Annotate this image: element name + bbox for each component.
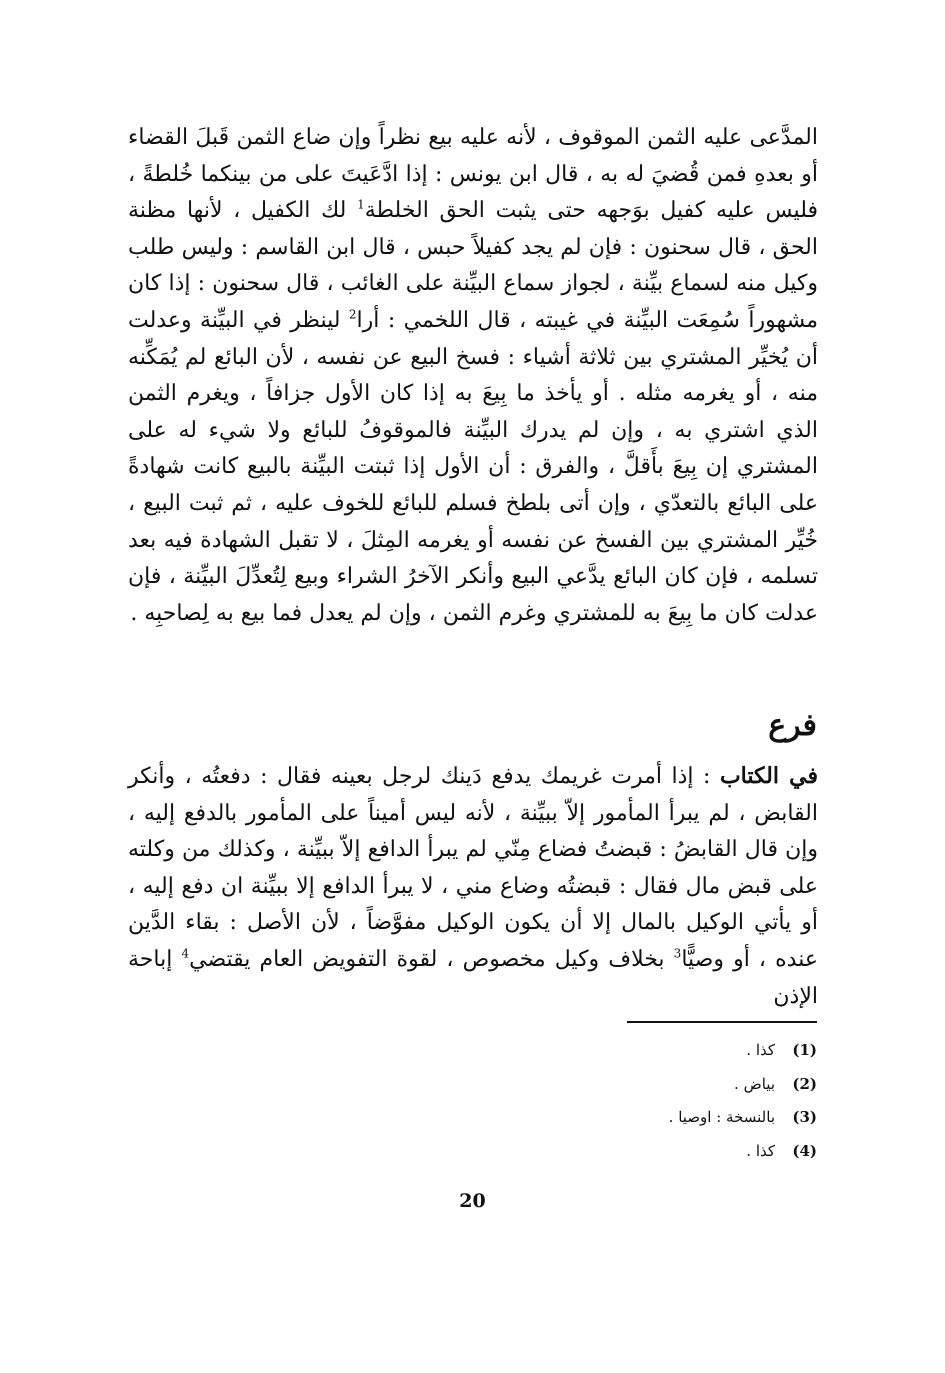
page-number: 20 (459, 1190, 486, 1212)
section-lead: في الكتاب (719, 763, 818, 789)
paragraph-text: المدَّعى عليه الثمن الموقوف ، لأنه عليه بيع نظراً وإن ضاع الثمن قَبلَ القضاء أو بعدهِ فمن قُضيَ له به ، قال ابن يونس : إذا ادَّعَيتَ على من بينكما خُلطةً ، فليس عليه كفيل بوَجهه حتى يثبت الحق الخلطة (128, 125, 818, 224)
footnote-ref-2[interactable]: 2 (348, 307, 357, 322)
footnote-list (417, 1034, 817, 1168)
footnote-number: (2) (792, 1074, 817, 1093)
footnote-item (417, 1034, 817, 1068)
footnote-item (417, 1135, 817, 1169)
footnote-text: كذا . (746, 1141, 775, 1160)
footnote-number: (1) (792, 1041, 817, 1059)
footnote-divider (627, 1021, 817, 1023)
footnote-ref-4[interactable]: 4 (181, 946, 190, 961)
paragraph-text: بخلاف وكيل مخصوص ، لقوة التفويض العام يقتضي (189, 946, 674, 972)
paragraph-text: لينظر في البيِّنة وعدلت أن يُخيِّر المشتري بين ثلاثة أشياء : فسخ البيع عن نفسه ، لأن البائع لم يُمَكِّنه منه ، أو يغرمه مثله . أو يأخذ ما بِيعَ به إذا كان الأول جزافاً ، ويغرم الثمن الذي اشتري به ، وإن لم يدرك البيِّنة فالموقوفُ للبائع ولا شيء له على المشتري إن بِيعَ بأَقلَّ ، والفرق : أن الأول إذا ثبتت البيِّنة بالبيع كانت شهادةً على البائع بالتعدّي ، وإن أتى بلطخ فسلم للبائع للخوف عليه ، ثم ثبت البيع ، خُيِّر المشتري بين الفسخ عن نفسه أو يغرمه المِثلَ ، لا تقبل الشهادة فيه بعد تسلمه ، فإن كان البائع يدَّعي البيع وأنكر الآخرُ الشراء وبيع لِتُعدِّلَ البيِّنة ، فإن عدلت كان ما بِيعَ به للمشتري وغرم الثمن ، وإن لم يعدل فما بيع به لِصاحبِه . (128, 307, 818, 626)
footnote-item (417, 1101, 817, 1135)
footnote-text: بياض . (734, 1074, 775, 1093)
footnote-number: (4) (792, 1141, 817, 1160)
main-paragraph (128, 120, 818, 632)
footnote-ref-1[interactable]: 1 (357, 197, 365, 212)
paragraph-text: : إذا أمرت غريمك يدفع دَينك لرجل بعينه فقال : دفعتُه ، وأنكر القابض ، لم يبرأ المأمور إلاّ ببيِّنة ، لأنه ليس أميناً على المأمور بالدفع إليه ، وإن قال القابضُ : قبضتُ فضاع مِنّي لم يبرأ الدافع إلاّ ببيِّنة ، وكذلك من وكلته على قبض مال فقال : قبضتُه وضاع مني ، لا يبرأ الدافع إلا ببيِّنة ان دفع إليه ، أو يأتي الوكيل بالمال إلا أن يكون الوكيل مفوَّضاً ، لأن الأصل : بقاء الدَّين عنده ، أو وصيًّا (128, 764, 818, 972)
footnote-text: كذا . (746, 1041, 775, 1059)
footnote-number: (3) (792, 1108, 817, 1126)
section-paragraph (128, 758, 818, 1015)
paragraph-text: إباحة الإذن (128, 946, 818, 1009)
footnote-text: بالنسخة : اوصيا . (668, 1108, 775, 1126)
paragraph-text: لك الكفيل ، لأنها مظنة الحق ، قال سحنون : فإن لم يجد كفيلاً حبس ، قال ابن القاسم : وليس طلب وكيل منه لسماع بيِّنة ، لجواز سماع البيِّنة على الغائب ، قال سحنون : إذا كان مشهوراً سُمِعَت البيِّنة في غيبته ، قال اللخمي : أرا (128, 198, 819, 333)
footnote-item (417, 1068, 817, 1102)
section-heading: فرع (768, 708, 817, 743)
footnote-ref-3[interactable]: 3 (673, 946, 682, 961)
